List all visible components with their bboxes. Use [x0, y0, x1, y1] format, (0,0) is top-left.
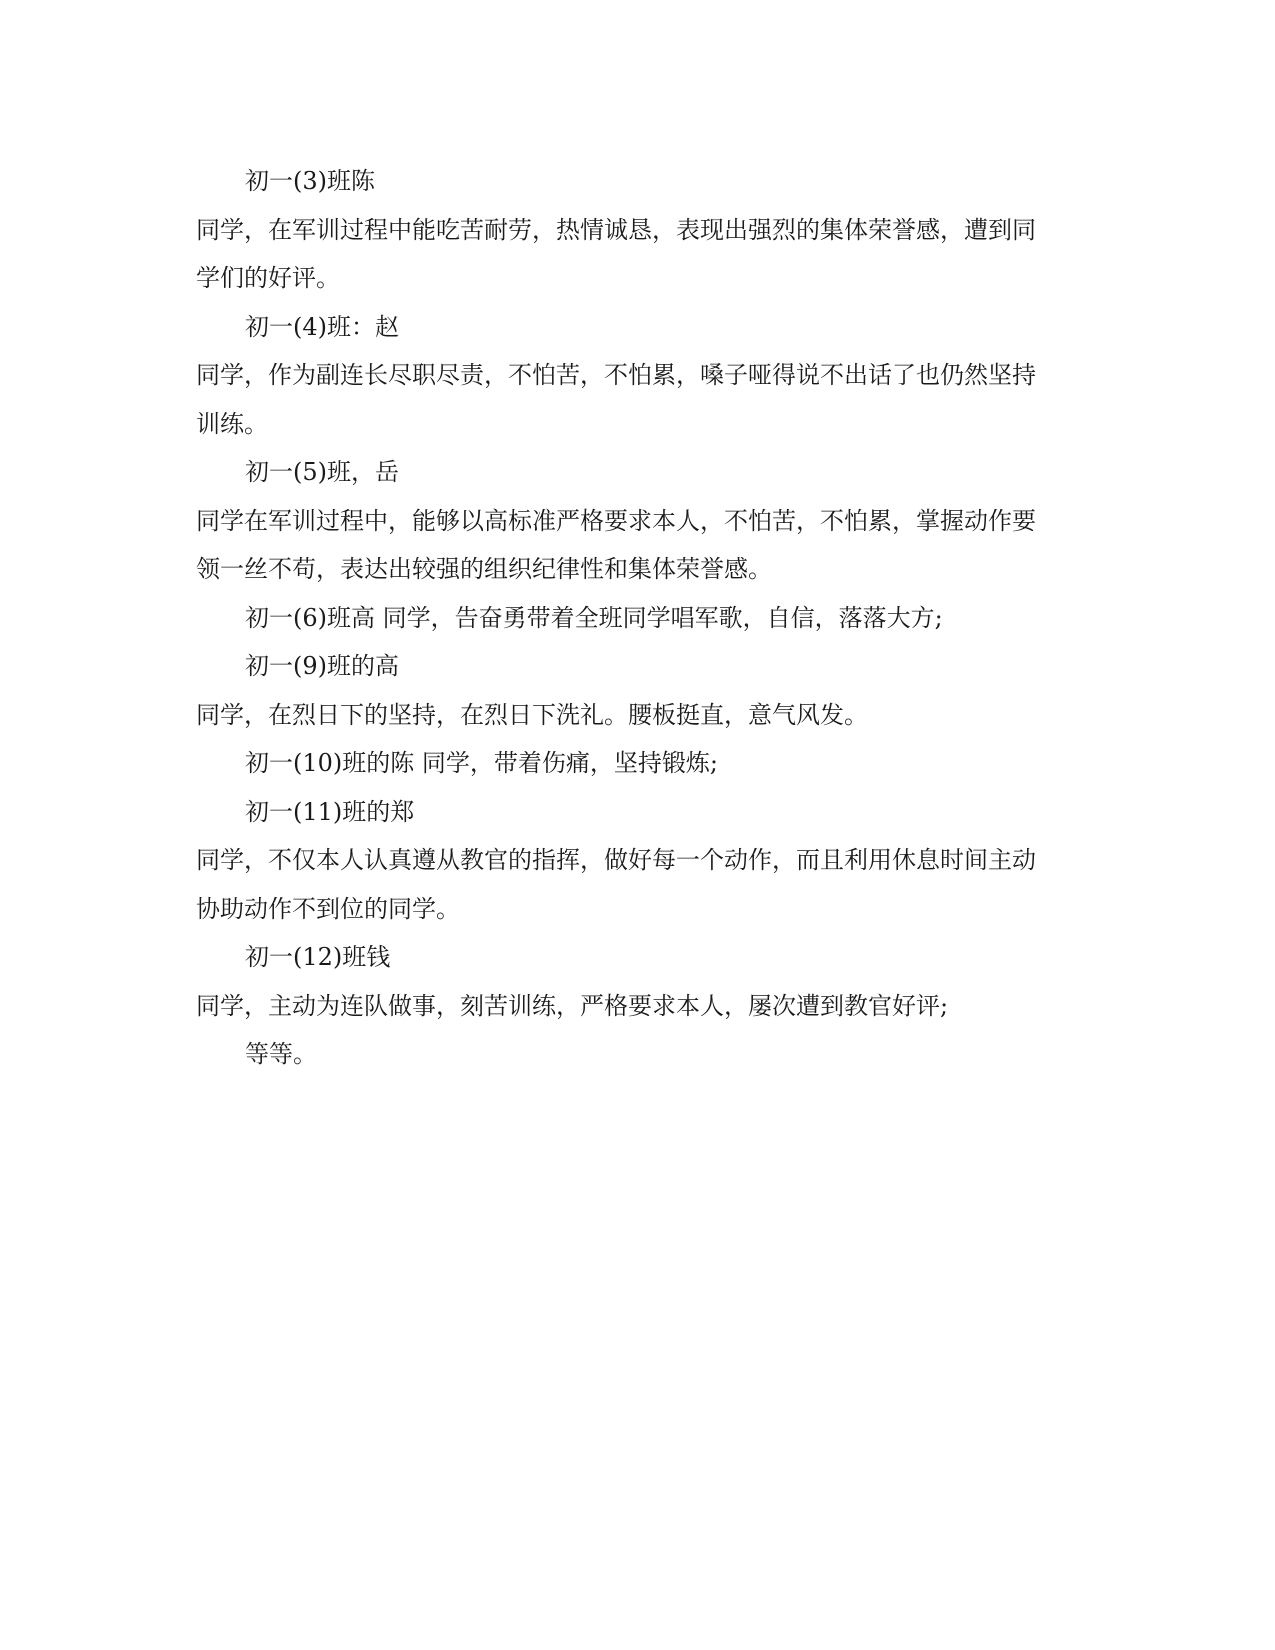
class-11-heading: 初一(11)班的郑: [245, 797, 415, 826]
class-12-heading: 初一(12)班钱: [245, 943, 391, 971]
class-12-text-line-1: 同学，主动为连队做事，刻苦训练，严格要求本人，屡次遭到教官好评;: [196, 991, 949, 1020]
class-11-text-line-2: 协助动作不到位的同学。: [196, 894, 460, 923]
class-4-text-line-1: 同学，作为副连长尽职尽责，不怕苦，不怕累，嗓子哑得说不出话了也仍然坚持: [196, 361, 1036, 389]
closing-line: 等等。: [245, 1040, 317, 1068]
class-9-heading: 初一(9)班的高: [245, 652, 399, 680]
class-11-text-line-1: 同学，不仅本人认真遵从教官的指挥，做好每一个动作，而且利用休息时间主动: [196, 846, 1036, 874]
class-9-text-line-1: 同学，在烈日下的坚持，在烈日下洗礼。腰板挺直，意气风发。: [196, 700, 868, 729]
class-3-heading: 初一(3)班陈: [245, 167, 375, 195]
class-5-heading: 初一(5)班，岳: [245, 458, 399, 486]
class-3-text-line-2: 学们的好评。: [196, 264, 340, 292]
class-5-text-line-1: 同学在军训过程中，能够以高标准严格要求本人，不怕苦，不怕累，掌握动作要: [196, 506, 1036, 535]
class-6-paragraph: 初一(6)班高 同学，告奋勇带着全班同学唱军歌，自信，落落大方;: [245, 603, 943, 632]
class-5-text-line-2: 领一丝不苟，表达出较强的组织纪律性和集体荣誉感。: [196, 555, 772, 583]
class-10-paragraph: 初一(10)班的陈 同学，带着伤痛，坚持锻炼;: [245, 749, 718, 777]
class-3-text-line-1: 同学，在军训过程中能吃苦耐劳，热情诚恳，表现出强烈的集体荣誉感，遭到同: [196, 215, 1036, 244]
class-4-heading: 初一(4)班：赵: [245, 312, 399, 341]
class-4-text-line-2: 训练。: [196, 409, 268, 438]
document-body: [196, 157, 1076, 1079]
